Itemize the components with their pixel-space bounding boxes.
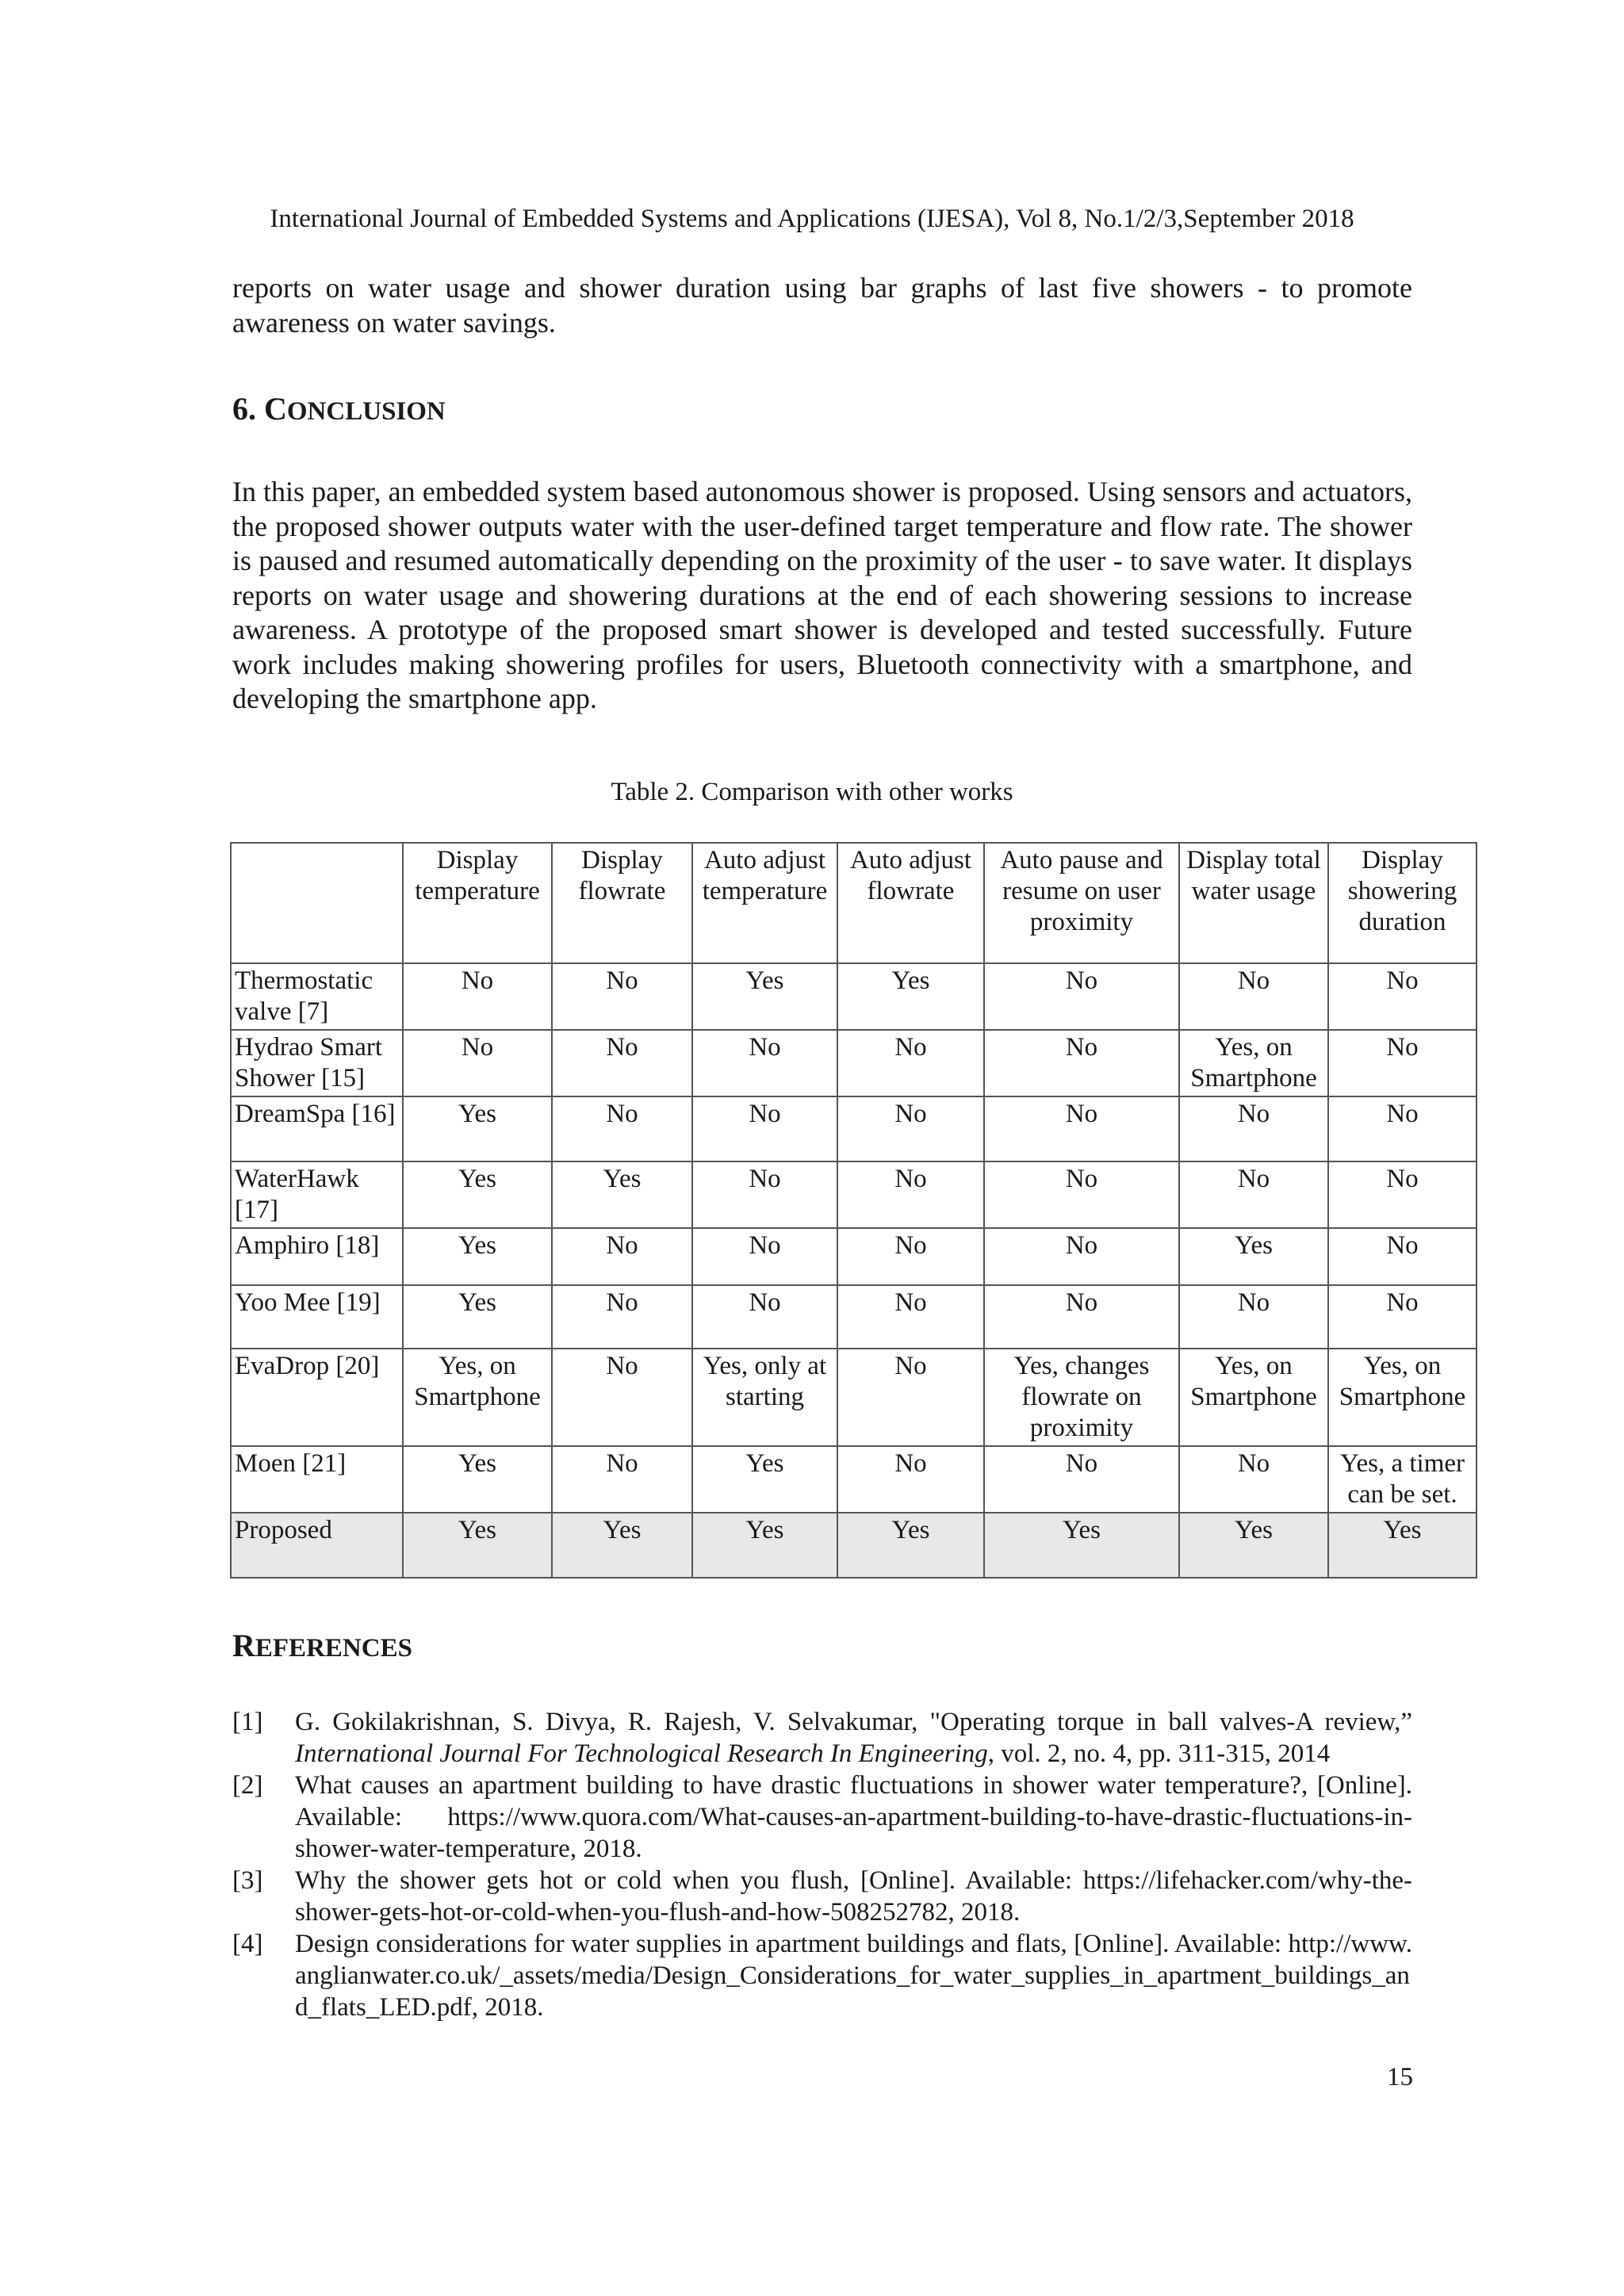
reference-item: [232, 1706, 1412, 1770]
table-cell: No: [1328, 963, 1477, 1030]
table-cell: Yes, changes flowrate on proximity: [984, 1349, 1179, 1446]
reference-number: [2]: [232, 1771, 263, 1800]
table-cell: No: [984, 1096, 1179, 1161]
table-cell: No: [1179, 1096, 1328, 1161]
heading-rest: ONCLUSION: [286, 397, 446, 426]
table-cell: Yes: [403, 1096, 552, 1161]
section-heading-references: [232, 1627, 412, 1667]
table-cell: Yes: [1328, 1513, 1477, 1578]
intro-paragraph: reports on water usage and shower duration using bar graphs of last five showers - to promote awareness on water savings.: [232, 272, 1412, 339]
table-header-row: [231, 843, 1477, 963]
reference-list: [232, 1706, 1412, 2023]
table-cell: Yes: [552, 1513, 692, 1578]
reference-journal: International Journal For Technological Research In Engineering: [295, 1739, 988, 1768]
table-cell: Yes, a timer can be set.: [1328, 1446, 1477, 1513]
table-cell: Yes: [1179, 1228, 1328, 1285]
table-cell: No: [1328, 1285, 1477, 1349]
table-cell: No: [1328, 1228, 1477, 1285]
reference-number: [4]: [232, 1930, 263, 1958]
table-cell: No: [837, 1285, 984, 1349]
header-corner-cell: [231, 843, 403, 963]
reference-item: [232, 1928, 1412, 2023]
heading-initial: C: [264, 391, 287, 427]
table-cell: No: [403, 963, 552, 1030]
table-cell: Yes, on Smartphone: [1328, 1349, 1477, 1446]
reference-text: Why the shower gets hot or cold when you flush, [Online]. Available: https://lifehacker.com/why-the-shower-gets-hot-or-cold-when-you-flush-and-how-508252782, 2018.: [295, 1866, 1412, 1927]
table-cell: Yes: [692, 963, 837, 1030]
table-cell: No: [984, 1161, 1179, 1228]
row-label-cell: Yoo Mee [19]: [231, 1285, 403, 1349]
row-label-cell: Hydrao Smart Shower [15]: [231, 1030, 403, 1096]
table-cell: Yes, on Smartphone: [403, 1349, 552, 1446]
table-cell: No: [1179, 1446, 1328, 1513]
table-cell: No: [692, 1285, 837, 1349]
table-cell: No: [1179, 963, 1328, 1030]
table-cell: No: [1179, 1161, 1328, 1228]
table-row: [231, 1096, 1477, 1161]
table-row: [231, 963, 1477, 1030]
reference-text: What causes an apartment building to have drastic fluctuations in shower water temperature?, [Online]. Available: https://www.quora.com/What-causes-an-apartment-building-to-have-drastic-fluctuations-in-shower-water-temperature, 2018.: [295, 1771, 1412, 1863]
conclusion-paragraph: In this paper, an embedded system based autonomous shower is proposed. Using sensors and actuators, the proposed shower outputs water with the user-defined target temperature and flow rate. The shower is paused and resumed automatically depending on the proximity of the user - to save water. It displays reports on water usage and showering durations at the end of each showering sessions to increase awareness. A prototype of the proposed smart shower is developed and tested successfully. Future work includes making showering profiles for users, Bluetooth connectivity with a smartphone, and developing the smartphone app.: [232, 476, 1412, 714]
table-cell: No: [692, 1161, 837, 1228]
table-cell: Yes: [692, 1513, 837, 1578]
table-cell: No: [552, 1030, 692, 1096]
table-cell: No: [552, 1446, 692, 1513]
table-cell: Yes: [403, 1285, 552, 1349]
row-label-cell: Moen [21]: [231, 1446, 403, 1513]
table-cell: No: [692, 1096, 837, 1161]
row-label-cell: Thermostatic valve [7]: [231, 963, 403, 1030]
row-label-cell: WaterHawk [17]: [231, 1161, 403, 1228]
table-cell: No: [984, 1446, 1179, 1513]
reference-text: G. Gokilakrishnan, S. Divya, R. Rajesh, V. Selvakumar, "Operating torque in ball valves-A review,”: [295, 1708, 1412, 1736]
table-cell: Yes: [403, 1513, 552, 1578]
table-row: [231, 1349, 1477, 1446]
table-cell: No: [984, 1030, 1179, 1096]
table-cell: Yes: [692, 1446, 837, 1513]
table-cell: No: [837, 1096, 984, 1161]
table-cell: No: [837, 1228, 984, 1285]
reference-number: [1]: [232, 1708, 263, 1736]
table-cell: No: [552, 1349, 692, 1446]
table-cell: Yes, only at starting: [692, 1349, 837, 1446]
header-cell: Display total water usage: [1179, 843, 1328, 963]
table-cell: Yes: [403, 1446, 552, 1513]
section-heading-conclusion: [232, 390, 446, 430]
table-cell: No: [1328, 1030, 1477, 1096]
comparison-table: [230, 842, 1477, 1578]
table-cell: No: [692, 1228, 837, 1285]
header-cell: Auto adjust temperature: [692, 843, 837, 963]
row-label-cell: EvaDrop [20]: [231, 1349, 403, 1446]
table-row: [231, 1285, 1477, 1349]
table-cell: Yes: [837, 963, 984, 1030]
table-row: [231, 1228, 1477, 1285]
section-number: 6.: [232, 391, 264, 427]
table-row: [231, 1030, 1477, 1096]
row-label-cell: Proposed: [231, 1513, 403, 1578]
reference-number: [3]: [232, 1866, 263, 1895]
table-cell: Yes: [837, 1513, 984, 1578]
reference-item: [232, 1865, 1412, 1928]
table-cell: Yes: [984, 1513, 1179, 1578]
table-cell: Yes, on Smartphone: [1179, 1030, 1328, 1096]
header-cell: Auto adjust flowrate: [837, 843, 984, 963]
reference-text: Design considerations for water supplies in apartment buildings and flats, [Online]. Available: http://www.anglianwater.co.uk/_assets/media/Design_Considerations_for_water_supplies_in_apartment_buildings_and_flats_LED.pdf, 2018.: [295, 1930, 1412, 2022]
table-cell: No: [984, 1228, 1179, 1285]
reference-text-tail: , vol. 2, no. 4, pp. 311-315, 2014: [987, 1739, 1331, 1768]
table-cell: Yes, on Smartphone: [1179, 1349, 1328, 1446]
row-label-cell: Amphiro [18]: [231, 1228, 403, 1285]
table-cell: No: [1328, 1096, 1477, 1161]
table-cell: No: [984, 1285, 1179, 1349]
table-cell: No: [837, 1030, 984, 1096]
table-cell: No: [552, 1228, 692, 1285]
table-cell: No: [1328, 1161, 1477, 1228]
heading-rest: EFERENCES: [255, 1634, 412, 1663]
table-cell: No: [552, 1285, 692, 1349]
table-row: [231, 1446, 1477, 1513]
header-cell: Display flowrate: [552, 843, 692, 963]
table-cell: Yes: [552, 1161, 692, 1228]
heading-initial: R: [232, 1628, 255, 1663]
table-cell: Yes: [1179, 1513, 1328, 1578]
header-cell: Auto pause and resume on user proximity: [984, 843, 1179, 963]
table-cell: No: [1179, 1285, 1328, 1349]
table-cell: Yes: [403, 1228, 552, 1285]
table-cell: Yes: [403, 1161, 552, 1228]
header-cell: Display showering duration: [1328, 843, 1477, 963]
table-cell: No: [552, 1096, 692, 1161]
table-cell: No: [403, 1030, 552, 1096]
table-cell: No: [837, 1349, 984, 1446]
table-cell: No: [837, 1446, 984, 1513]
row-label-cell: DreamSpa [16]: [231, 1096, 403, 1161]
header-cell: Display temperature: [403, 843, 552, 963]
running-header: International Journal of Embedded Systems and Applications (IJESA), Vol 8, No.1/2/3,September 2018: [270, 205, 1354, 233]
table-row: [231, 1161, 1477, 1228]
table-cell: No: [984, 963, 1179, 1030]
reference-item: [232, 1770, 1412, 1865]
page-number: 15: [1387, 2063, 1413, 2091]
table-cell: No: [692, 1030, 837, 1096]
table-row-proposed: [231, 1513, 1477, 1578]
table-cell: No: [837, 1161, 984, 1228]
table-caption: Table 2. Comparison with other works: [611, 778, 1013, 806]
table-cell: No: [552, 963, 692, 1030]
